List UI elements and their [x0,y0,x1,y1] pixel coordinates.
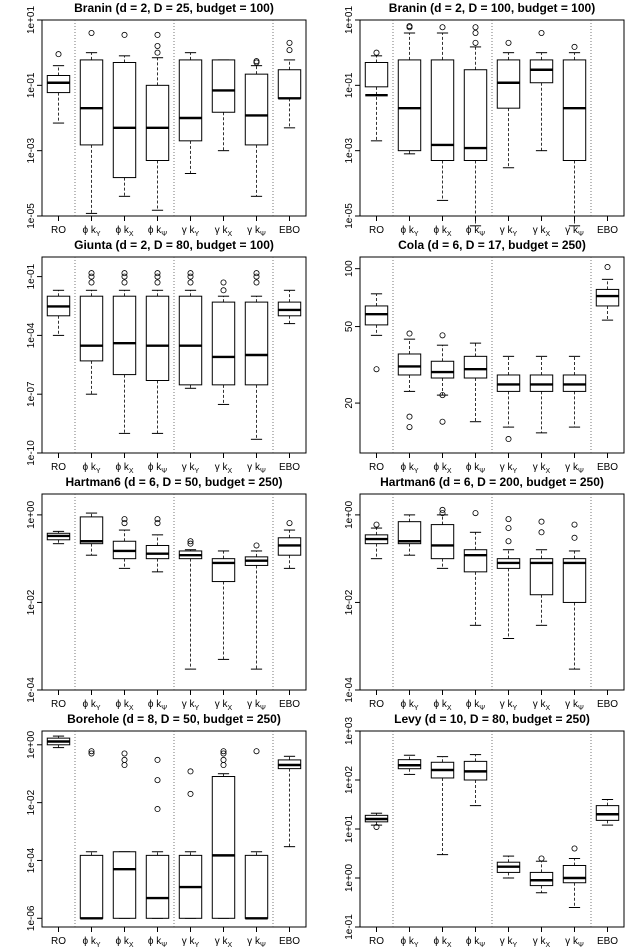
outlier-point [572,522,577,527]
x-tick-label: ϕ $k_\Psi$ [465,699,486,712]
x-tick-label: RO [51,936,66,947]
x-tick-label: ϕ $k_X$ [433,225,452,238]
outlier-point [407,424,412,429]
outlier-point [155,757,160,762]
box [245,749,267,919]
box [563,846,585,908]
y-tick-label: 1e-01 [344,72,355,99]
box [431,507,453,568]
outlier-point [254,271,259,276]
outlier-point [605,264,610,269]
outlier-point [440,25,445,30]
box [497,517,519,639]
chart-title: Borehole (d = 8, D = 50, budget = 250) [67,712,281,726]
x-tick-label: ϕ $k_X$ [433,936,452,949]
box [146,757,168,918]
box [113,517,135,569]
x-tick-label: γ $k_Y$ [499,225,518,238]
outlier-point [506,436,511,441]
x-tick-label: RO [369,462,384,473]
x-tick-label: ϕ $k_Y$ [82,699,101,712]
box [212,60,234,151]
outlier-point [122,32,127,37]
box [398,331,420,430]
box [497,856,519,878]
box [47,52,69,123]
outlier-point [374,522,379,527]
y-tick-label: 100 [344,260,355,278]
y-tick-label: 1e-04 [344,677,355,703]
y-tick-label: 1e+00 [26,500,37,529]
outlier-point [374,50,379,55]
box [365,522,387,559]
box-body [80,517,102,544]
y-tick-label: 20 [344,397,355,409]
y-tick-label: 1e-05 [26,203,37,229]
x-tick-label: γ $k_Y$ [499,462,518,475]
chart-svg [318,0,636,237]
y-tick-label: 1e-04 [26,677,37,703]
box [431,25,453,201]
x-tick-label: EBO [278,936,301,947]
x-tick-label: ϕ $k_\Psi$ [465,462,486,475]
chart-title: Levy (d = 10, D = 80, budget = 250) [394,712,590,726]
outlier-point [122,757,127,762]
box-body [497,375,519,391]
box [212,280,234,405]
box-body [212,302,234,385]
outlier-point [221,288,226,293]
y-tick-label: 1e-01 [344,914,355,940]
box-body [245,855,267,918]
x-tick-label: γ $k_X$ [532,462,551,475]
x-tick-label: ϕ $k_\Psi$ [147,699,168,712]
outlier-point [254,749,259,754]
box [464,343,486,422]
chart-title: Cola (d = 6, D = 17, budget = 250) [398,238,586,252]
box [497,356,519,441]
x-tick-label: γ $k_\Psi$ [565,936,584,949]
box [365,50,387,141]
box [179,53,201,174]
x-tick-label: ϕ $k_Y$ [400,462,419,475]
x-tick-label: ϕ $k_X$ [433,699,452,712]
x-tick-label: γ $k_Y$ [181,699,200,712]
box [464,25,486,226]
box [113,32,135,196]
x-tick-label: ϕ $k_\Psi$ [147,462,168,475]
box-body [464,550,486,572]
box [431,333,453,425]
box [80,30,102,213]
x-tick-label: RO [51,699,66,710]
chart-svg [0,237,318,474]
x-tick-label: γ $k_X$ [532,699,551,712]
box-body [497,60,519,108]
box-body [530,375,552,391]
y-tick-label: 1e+00 [344,500,355,529]
box [47,290,69,335]
box [179,769,201,918]
chart-title: Giunta (d = 2, D = 80, budget = 100) [74,238,274,252]
box [146,271,168,434]
y-tick-label: 1e-04 [26,847,37,874]
outlier-point [122,751,127,756]
box-body [563,865,585,882]
x-tick-label: γ $k_Y$ [181,462,200,475]
outlier-point [254,280,259,285]
box-body [431,525,453,559]
box [530,519,552,625]
x-tick-label: ϕ $k_X$ [115,462,134,475]
x-tick-label: EBO [596,462,619,473]
outlier-point [155,517,160,522]
x-tick-label: EBO [596,699,619,710]
x-tick-label: EBO [278,462,301,473]
box [563,44,585,226]
box [47,531,69,543]
x-tick-label: ϕ $k_\Psi$ [147,936,168,949]
chart-svg [318,237,636,474]
chart-title: Hartman6 (d = 6, D = 200, budget = 250) [380,475,604,489]
outlier-point [89,271,94,276]
outlier-point [506,517,511,522]
x-tick-label: γ $k_\Psi$ [247,462,266,475]
box [179,271,201,389]
y-tick-label: 1e-01 [26,263,37,290]
y-tick-label: 1e-05 [344,203,355,229]
outlier-point [287,47,292,52]
box [278,40,300,128]
box-body [530,872,552,885]
box-body [530,60,552,83]
x-tick-label: ϕ $k_Y$ [400,225,419,238]
chart-title: Branin (d = 2, D = 25, budget = 100) [74,1,274,15]
box [80,513,102,555]
outlier-point [221,757,226,762]
chart-svg [0,711,318,948]
outlier-point [188,280,193,285]
x-tick-label: ϕ $k_\Psi$ [465,936,486,949]
box [365,294,387,372]
box-body [146,855,168,918]
chart-svg [0,0,318,237]
x-tick-label: EBO [596,936,619,947]
box-body [596,289,618,306]
x-tick-label: RO [369,699,384,710]
box-body [563,559,585,603]
outlier-point [473,30,478,35]
x-tick-label: ϕ $k_Y$ [400,936,419,949]
outlier-point [473,40,478,45]
x-tick-label: γ $k_Y$ [499,936,518,949]
box [563,356,585,427]
box-body [113,63,135,178]
outlier-point [122,271,127,276]
outlier-point [155,32,160,37]
chart-panel [318,474,636,711]
y-tick-label: 1e-06 [26,905,37,932]
outlier-point [254,543,259,548]
box [47,736,69,748]
box-body [245,302,267,385]
outlier-point [155,280,160,285]
x-tick-label: γ $k_X$ [532,936,551,949]
y-tick-label: 1e-04 [26,322,37,349]
x-tick-label: RO [51,225,66,236]
x-tick-label: ϕ $k_X$ [115,699,134,712]
x-tick-label: γ $k_\Psi$ [247,699,266,712]
x-tick-label: ϕ $k_Y$ [400,699,419,712]
box [146,517,168,572]
box [530,30,552,150]
box-body [245,74,267,145]
box [179,539,201,669]
x-tick-label: ϕ $k_X$ [433,462,452,475]
outlier-point [473,25,478,30]
y-tick-label: 1e+02 [344,765,355,795]
y-tick-label: 1e-02 [344,589,355,616]
y-tick-label: 1e-02 [26,789,37,816]
y-tick-label: 1e+01 [26,5,37,35]
outlier-point [572,846,577,851]
outlier-point [407,331,412,336]
outlier-point [539,856,544,861]
box-body [47,75,69,92]
box-body [179,296,201,385]
chart-panel [318,711,636,948]
outlier-point [89,280,94,285]
outlier-point [572,44,577,49]
outlier-point [188,791,193,796]
box [464,510,486,625]
outlier-point [407,414,412,419]
chart-panel [318,237,636,474]
box-body [113,852,135,919]
box [278,520,300,568]
x-tick-label: γ $k_X$ [532,225,551,238]
x-tick-label: ϕ $k_Y$ [82,936,101,949]
x-tick-label: EBO [596,225,619,236]
outlier-point [122,517,127,522]
chart-svg [318,711,636,948]
x-tick-label: RO [369,936,384,947]
outlier-point [440,419,445,424]
outlier-point [287,40,292,45]
box [278,756,300,846]
outlier-point [122,762,127,767]
box [212,749,234,919]
chart-title: Hartman6 (d = 6, D = 50, budget = 250) [65,475,283,489]
outlier-point [155,806,160,811]
outlier-point [287,520,292,525]
chart-svg [0,474,318,711]
box-body [146,545,168,558]
outlier-point [188,271,193,276]
x-tick-label: ϕ $k_Y$ [82,225,101,238]
box-body [398,60,420,151]
box [497,40,519,168]
x-tick-label: EBO [278,225,301,236]
box [212,551,234,659]
x-tick-label: γ $k_\Psi$ [565,225,584,238]
outlier-point [539,30,544,35]
chart-panel [0,711,318,948]
y-tick-label: 1e-02 [26,589,37,616]
x-tick-label: γ $k_Y$ [499,699,518,712]
box-body [146,85,168,160]
chart-panel [318,0,636,237]
x-tick-label: ϕ $k_X$ [115,225,134,238]
chart-panel [0,0,318,237]
box [278,290,300,323]
x-tick-label: γ $k_X$ [214,225,233,238]
x-tick-label: γ $k_\Psi$ [565,462,584,475]
box-body [80,855,102,918]
box-body [212,60,234,112]
x-tick-label: RO [369,225,384,236]
chart-title: Branin (d = 2, D = 100, budget = 100) [388,1,596,15]
x-tick-label: EBO [278,699,301,710]
x-tick-label: RO [51,462,66,473]
x-tick-label: γ $k_X$ [214,462,233,475]
box [398,24,420,154]
x-tick-label: γ $k_X$ [214,699,233,712]
outlier-point [122,280,127,285]
box [563,522,585,669]
box [530,856,552,893]
x-tick-label: ϕ $k_X$ [115,936,134,949]
outlier-point [506,539,511,544]
box-body [179,60,201,141]
outlier-point [572,535,577,540]
box [245,543,267,669]
box [245,59,267,197]
outlier-point [374,367,379,372]
box [596,799,618,825]
box [80,271,102,395]
box [365,813,387,829]
box-body [212,777,234,919]
outlier-point [539,519,544,524]
box-body [464,356,486,378]
box [596,264,618,320]
y-tick-label: 50 [344,320,355,333]
outlier-point [155,43,160,48]
outlier-point [56,52,61,57]
y-tick-label: 1e-10 [26,440,37,466]
box-body [278,70,300,99]
x-tick-label: γ $k_X$ [214,936,233,949]
outlier-point [155,778,160,783]
box-body [80,296,102,361]
box-body [563,60,585,161]
box [113,751,135,918]
x-tick-label: γ $k_\Psi$ [247,225,266,238]
outlier-point [89,30,94,35]
outlier-point [188,769,193,774]
outlier-point [221,762,226,767]
box-body [563,375,585,391]
y-tick-label: 1e+01 [344,814,355,844]
box [398,515,420,555]
box-body [113,296,135,374]
box [398,755,420,774]
x-tick-label: ϕ $k_Y$ [82,462,101,475]
outlier-point [221,280,226,285]
box [146,32,168,210]
box-body [431,361,453,378]
box-body [365,63,387,87]
outlier-point [155,50,160,55]
x-tick-label: ϕ $k_\Psi$ [147,225,168,238]
y-tick-label: 1e+00 [344,863,355,893]
chart-panel [0,474,318,711]
outlier-point [440,507,445,512]
y-tick-label: 1e-03 [26,137,37,164]
chart-panel [0,237,318,474]
box [113,271,135,434]
outlier-point [506,40,511,45]
x-tick-label: γ $k_Y$ [181,936,200,949]
box [431,757,453,855]
y-tick-label: 1e-07 [26,381,37,407]
box-body [398,354,420,375]
x-tick-label: γ $k_\Psi$ [565,699,584,712]
y-tick-label: 1e-01 [26,72,37,99]
box-body [596,806,618,821]
x-tick-label: γ $k_\Psi$ [247,936,266,949]
outlier-point [506,525,511,530]
y-tick-label: 1e-03 [344,137,355,164]
chart-svg [318,474,636,711]
y-tick-label: 1e+00 [26,730,37,759]
y-tick-label: 1e+01 [344,5,355,35]
x-tick-label: ϕ $k_\Psi$ [465,225,486,238]
box [464,755,486,806]
box [245,271,267,440]
outlier-point [440,333,445,338]
outlier-point [473,510,478,515]
outlier-point [155,271,160,276]
box-body [80,60,102,145]
box-body [146,296,168,380]
outlier-point [539,530,544,535]
x-tick-label: γ $k_Y$ [181,225,200,238]
box [530,356,552,433]
box-body [365,306,387,325]
box [80,749,102,919]
y-tick-label: 1e+03 [344,716,355,746]
